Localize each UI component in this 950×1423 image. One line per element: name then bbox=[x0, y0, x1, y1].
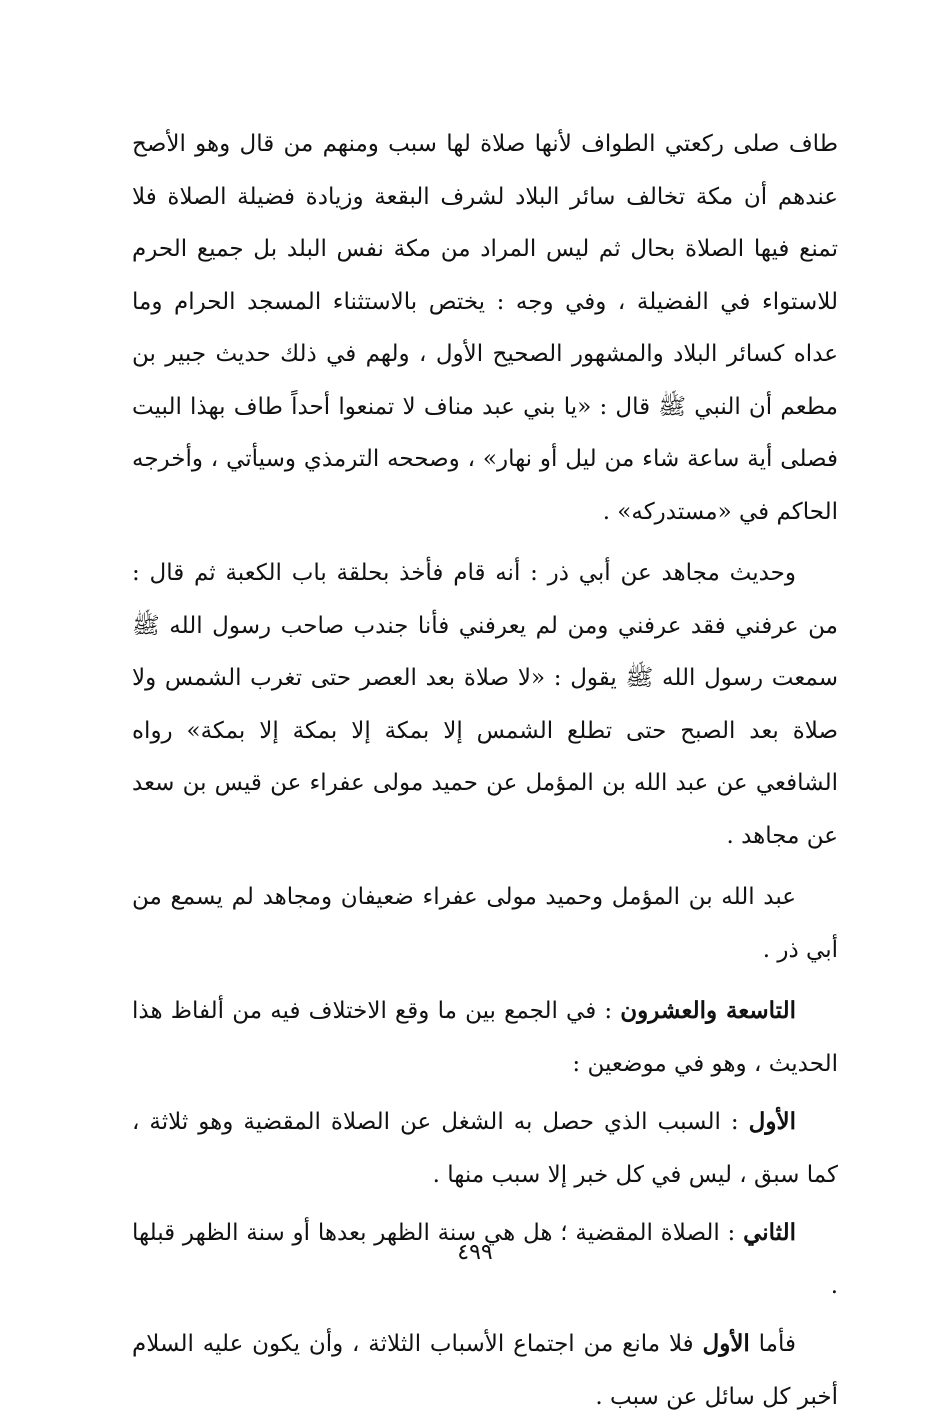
paragraph-5 bbox=[132, 1096, 838, 1201]
paragraph-2-text: وحديث مجاهد عن أبي ذر : أنه قام فأخذ بحلقة باب الكعبة ثم قال : من عرفني فقد عرفني ومن لم يعرفني فأنا جندب صاحب رسول الله ﷺ سمعت رسول الله ﷺ يقول : «لا صلاة بعد العصر حتى تغرب الشمس ولا صلاة بعد الصبح حتى تطلع الشمس إلا بمكة إلا بمكة إلا بمكة» رواه الشافعي عن عبد الله بن المؤمل عن حميد مولى عفراء عن قيس بن سعد عن مجاهد . bbox=[132, 560, 838, 849]
paragraph-3 bbox=[132, 871, 838, 976]
page-body bbox=[132, 118, 838, 1423]
paragraph-5-text: : السبب الذي حصل به الشغل عن الصلاة المقضية وهو ثلاثة ، كما سبق ، ليس في كل خبر إلا سبب منها . bbox=[132, 1109, 838, 1188]
paragraph-6-heading: الثاني bbox=[743, 1219, 796, 1246]
paragraph-7 bbox=[132, 1318, 838, 1423]
paragraph-3-text: عبد الله بن المؤمل وحميد مولى عفراء ضعيفان ومجاهد لم يسمع من أبي ذر . bbox=[132, 884, 838, 963]
paragraph-4-text: : في الجمع بين ما وقع الاختلاف فيه من ألفاظ هذا الحديث ، وهو في موضعين : bbox=[132, 998, 838, 1077]
paragraph-4 bbox=[132, 985, 838, 1090]
paragraph-7-heading: الأول bbox=[702, 1330, 750, 1357]
paragraph-1-text: طاف صلى ركعتي الطواف لأنها صلاة لها سبب ومنهم من قال وهو الأصح عندهم أن مكة تخالف سائر البلاد لشرف البقعة وزيادة فضيلة الصلاة فلا تمنع فيها الصلاة بحال ثم ليس المراد من مكة نفس البلد بل جميع الحرم للاستواء في الفضيلة ، وفي وجه : يختص بالاستثناء المسجد الحرام وما عداه كسائر البلاد والمشهور الصحيح الأول ، ولهم في ذلك حديث جبير بن مطعم أن النبي ﷺ قال : «يا بني عبد مناف لا تمنعوا أحداً طاف بهذا البيت فصلى أية ساعة شاء من ليل أو نهار» ، وصححه الترمذي وسيأتي ، وأخرجه الحاكم في «مستدركه» . bbox=[132, 131, 839, 525]
paragraph-4-heading: التاسعة والعشرون bbox=[620, 997, 796, 1024]
paragraph-2 bbox=[132, 547, 838, 862]
paragraph-1 bbox=[132, 118, 838, 538]
paragraph-7-prefix: فأما bbox=[749, 1331, 796, 1357]
page-number: ٤٩٩ bbox=[457, 1240, 493, 1265]
paragraph-5-heading: الأول bbox=[748, 1108, 796, 1135]
paragraph-7-text: فلا مانع من اجتماع الأسباب الثلاثة ، وأن يكون عليه السلام أخبر كل سائل عن سبب . bbox=[132, 1331, 838, 1410]
paragraph-6-text: : الصلاة المقضية ؛ هل هي سنة الظهر بعدها أو سنة الظهر قبلها . bbox=[132, 1220, 838, 1299]
